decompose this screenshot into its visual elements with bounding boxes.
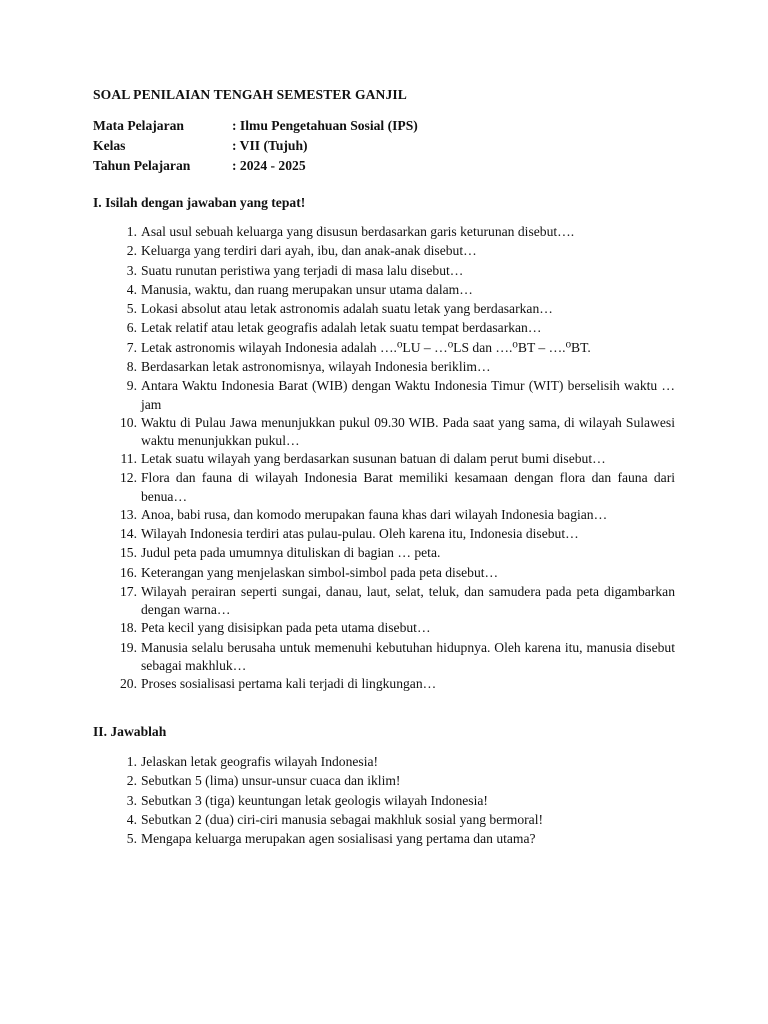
document-title: SOAL PENILAIAN TENGAH SEMESTER GANJIL bbox=[93, 87, 407, 102]
meta-label: Mata Pelajaran bbox=[93, 118, 184, 133]
question-item bbox=[93, 506, 675, 525]
meta-label: Tahun Pelajaran bbox=[93, 158, 191, 173]
question-number: 2. bbox=[126, 773, 137, 789]
question-item bbox=[93, 639, 675, 675]
question-number: 20. bbox=[120, 676, 137, 692]
question-text: Jelaskan letak geografis wilayah Indonesia! bbox=[141, 754, 379, 769]
question-text: Sebutkan 3 (tiga) keuntungan letak geologis wilayah Indonesia! bbox=[141, 792, 488, 808]
question-item bbox=[93, 771, 675, 790]
question-item bbox=[93, 339, 675, 358]
question-number: 17. bbox=[120, 584, 137, 600]
question-item bbox=[93, 281, 675, 300]
section2-list bbox=[93, 752, 675, 848]
question-number: 4. bbox=[126, 281, 137, 297]
question-item bbox=[93, 791, 675, 810]
question-text: Wilayah perairan seperti sungai, danau, laut, selat, teluk, dan samudera pada peta digambarkan dengan warna… bbox=[141, 584, 675, 618]
question-text: Manusia, waktu, dan ruang merupakan unsur utama dalam… bbox=[141, 281, 473, 297]
question-text: Judul peta pada umumnya dituliskan di bagian … peta. bbox=[141, 545, 441, 561]
question-item bbox=[93, 377, 675, 413]
question-text: Letak astronomis wilayah Indonesia adalah ….⁰LU – …⁰LS dan ….⁰BT – ….⁰BT. bbox=[141, 339, 591, 355]
question-text: Sebutkan 5 (lima) unsur-unsur cuaca dan iklim! bbox=[141, 773, 401, 789]
question-item bbox=[93, 544, 675, 563]
question-number: 18. bbox=[120, 620, 137, 636]
question-item bbox=[93, 262, 675, 281]
question-text: Suatu runutan peristiwa yang terjadi di masa lalu disebut… bbox=[141, 262, 464, 278]
question-number: 9. bbox=[126, 378, 137, 394]
question-text: Lokasi absolut atau letak astronomis adalah suatu letak yang berdasarkan… bbox=[141, 301, 553, 317]
question-item bbox=[93, 675, 675, 694]
question-number: 7. bbox=[126, 339, 137, 355]
section1-list bbox=[93, 223, 675, 694]
meta-label: Kelas bbox=[93, 138, 126, 153]
question-text: Flora dan fauna di wilayah Indonesia Barat memiliki kesamaan dengan flora dan fauna dari benua… bbox=[141, 470, 675, 504]
question-text: Waktu di Pulau Jawa menunjukkan pukul 09.30 WIB. Pada saat yang sama, di wilayah Sulawesi waktu menunjukkan pukul… bbox=[141, 414, 675, 448]
question-text: Letak suatu wilayah yang berdasarkan susunan batuan di dalam perut bumi disebut… bbox=[141, 451, 606, 467]
question-number: 14. bbox=[120, 526, 137, 542]
question-text: Mengapa keluarga merupakan agen sosialisasi yang pertama dan utama? bbox=[141, 831, 536, 847]
question-item bbox=[93, 358, 675, 377]
question-text: Antara Waktu Indonesia Barat (WIB) dengan Waktu Indonesia Timur (WIT) berselisih waktu … jam bbox=[141, 378, 675, 412]
question-number: 19. bbox=[120, 639, 137, 655]
question-number: 15. bbox=[120, 545, 137, 561]
question-text: Letak relatif atau letak geografis adalah letak suatu tempat berdasarkan… bbox=[141, 320, 542, 336]
question-number: 3. bbox=[126, 792, 137, 808]
meta-value: : Ilmu Pengetahuan Sosial (IPS) bbox=[232, 118, 418, 133]
question-number: 12. bbox=[120, 470, 137, 486]
question-number: 1. bbox=[126, 224, 137, 239]
question-text: Anoa, babi rusa, dan komodo merupakan fauna khas dari wilayah Indonesia bagian… bbox=[141, 506, 608, 522]
question-text: Asal usul sebuah keluarga yang disusun berdasarkan garis keturunan disebut…. bbox=[141, 224, 575, 239]
question-text: Wilayah Indonesia terdiri atas pulau-pulau. Oleh karena itu, Indonesia disebut… bbox=[141, 526, 579, 542]
question-item bbox=[93, 810, 675, 829]
section1-heading: I. Isilah dengan jawaban yang tepat! bbox=[93, 195, 306, 210]
question-item bbox=[93, 752, 675, 771]
question-number: 6. bbox=[126, 320, 137, 336]
question-number: 11. bbox=[120, 451, 137, 467]
question-item bbox=[93, 525, 675, 544]
meta-value: : 2024 - 2025 bbox=[232, 158, 306, 173]
question-item bbox=[93, 564, 675, 583]
question-item bbox=[93, 583, 675, 619]
section2-heading: II. Jawablah bbox=[93, 724, 167, 739]
question-number: 2. bbox=[126, 243, 137, 259]
question-text: Keterangan yang menjelaskan simbol-simbol pada peta disebut… bbox=[141, 564, 499, 580]
question-number: 5. bbox=[126, 301, 137, 317]
question-item bbox=[93, 469, 675, 505]
meta-row-class bbox=[93, 136, 418, 156]
question-text: Berdasarkan letak astronomisnya, wilayah Indonesia beriklim… bbox=[141, 359, 491, 375]
question-number: 4. bbox=[126, 811, 137, 827]
question-number: 10. bbox=[120, 414, 137, 430]
question-text: Sebutkan 2 (dua) ciri-ciri manusia sebagai makhluk sosial yang bermoral! bbox=[141, 811, 544, 827]
meta-value: : VII (Tujuh) bbox=[232, 138, 308, 153]
meta-row-year bbox=[93, 156, 418, 176]
question-item bbox=[93, 223, 675, 242]
question-number: 8. bbox=[126, 359, 137, 375]
question-text: Proses sosialisasi pertama kali terjadi di lingkungan… bbox=[141, 676, 437, 692]
meta-row-subject bbox=[93, 116, 418, 136]
question-item bbox=[93, 619, 675, 638]
question-item bbox=[93, 414, 675, 450]
question-number: 13. bbox=[120, 506, 137, 522]
question-item bbox=[93, 829, 675, 848]
question-item bbox=[93, 242, 675, 261]
question-item bbox=[93, 319, 675, 338]
question-number: 3. bbox=[126, 262, 137, 278]
question-number: 16. bbox=[120, 564, 137, 580]
question-text: Peta kecil yang disisipkan pada peta utama disebut… bbox=[141, 620, 431, 636]
question-text: Manusia selalu berusaha untuk memenuhi kebutuhan hidupnya. Oleh karena itu, manusia disebut sebagai makhluk… bbox=[141, 639, 675, 673]
question-text: Keluarga yang terdiri dari ayah, ibu, dan anak-anak disebut… bbox=[141, 243, 477, 259]
question-number: 5. bbox=[126, 831, 137, 847]
document-meta bbox=[93, 116, 418, 176]
question-number: 1. bbox=[126, 754, 137, 769]
question-item bbox=[93, 300, 675, 319]
question-item bbox=[93, 450, 675, 469]
